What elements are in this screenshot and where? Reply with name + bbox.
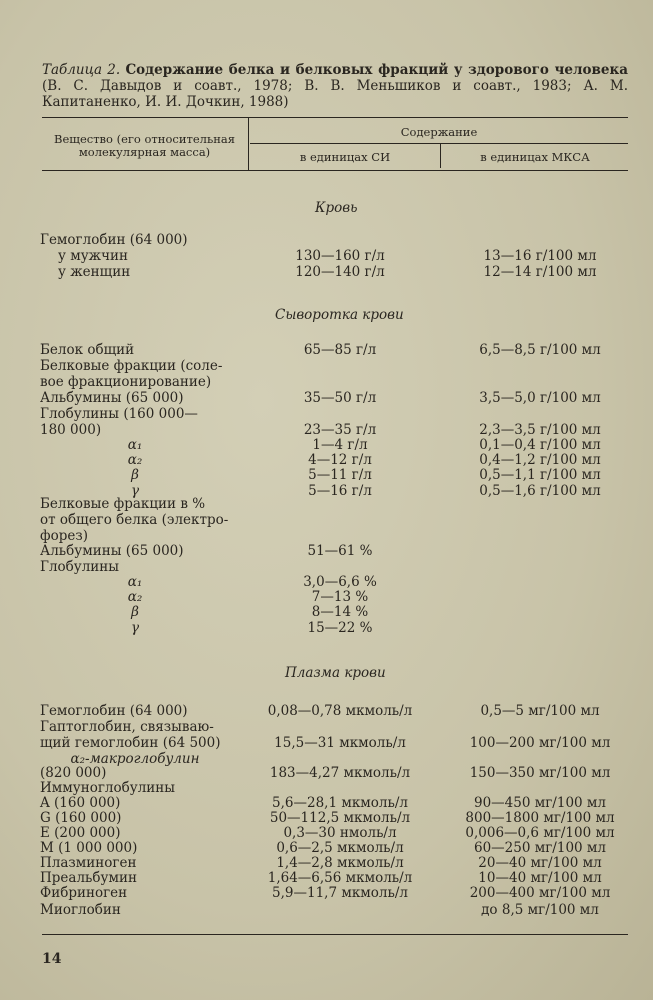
plasma-row-si: 0,6—2,5 мкмоль/л — [276, 840, 404, 856]
serum-row-name: γ — [130, 483, 140, 499]
plasma-row-si: 1,4—2,8 мкмоль/л — [276, 855, 404, 871]
plasma-row-name: Фибриноген — [40, 885, 128, 901]
header-content-group: Содержание — [400, 125, 478, 139]
plasma-row-mksa: 10—40 мг/100 мл — [478, 870, 602, 886]
serum-row-name: α₁ — [127, 574, 143, 590]
serum-row-mksa: 0,4—1,2 г/100 мл — [479, 452, 601, 468]
blood-row-name: Гемоглобин (64 000) — [40, 232, 188, 248]
serum-row-name: β — [131, 604, 139, 620]
header-mid-rule — [250, 143, 628, 144]
header-divider-2 — [440, 144, 441, 168]
plasma-row-mksa: 0,006—0,6 мг/100 мл — [465, 825, 615, 841]
serum-row-si: 23—35 г/л — [303, 422, 377, 438]
page-number: 14 — [42, 951, 62, 967]
serum-row-si: 5—11 г/л — [308, 467, 372, 483]
serum-row-name: форез) — [40, 528, 88, 544]
plasma-row-mksa: 150—350 мг/100 мл — [469, 765, 611, 781]
header-col-si: в единицах СИ — [299, 150, 391, 164]
plasma-row-name: G (160 000) — [40, 810, 122, 826]
serum-row-si: 3,0—6,6 % — [303, 574, 377, 590]
plasma-row-name: Преальбумин — [40, 870, 137, 886]
plasma-row-name: A (160 000) — [40, 795, 121, 811]
serum-row-name: β — [131, 467, 139, 483]
serum-row-name: вое фракционирование) — [40, 374, 212, 390]
plasma-row-mksa: 0,5—5 мг/100 мл — [480, 703, 600, 719]
plasma-row-si: 183—4,27 мкмоль/л — [269, 765, 411, 781]
plasma-row-name: M (1 000 000) — [40, 840, 138, 856]
plasma-row-name: Иммуноглобулины — [40, 780, 176, 796]
plasma-row-mksa: 90—450 мг/100 мл — [474, 795, 606, 811]
serum-row-mksa: 6,5—8,5 г/100 мл — [479, 342, 601, 358]
plasma-row-mksa: до 8,5 мг/100 мл — [481, 902, 599, 918]
plasma-row-si: 0,3—30 нмоль/л — [283, 825, 397, 841]
serum-row-si: 1—4 г/л — [312, 437, 368, 453]
plasma-row-name: Гаптоглобин, связываю- — [40, 719, 214, 735]
serum-row-name: α₂ — [127, 452, 143, 468]
serum-row-mksa: 0,5—1,6 г/100 мл — [479, 483, 601, 499]
serum-row-name: от общего белка (электро- — [40, 512, 229, 528]
serum-row-name: Альбумины (65 000) — [40, 543, 184, 559]
plasma-row-si: 50—112,5 мкмоль/л — [269, 810, 411, 826]
blood-row-name: у женщин — [58, 264, 131, 280]
serum-row-si: 65—85 г/л — [303, 342, 377, 358]
header-col-mksa: в единицах МКСА — [480, 150, 590, 164]
section-title-plasma: Плазма крови — [285, 665, 386, 681]
serum-row-name: Глобулины (160 000— — [40, 406, 198, 422]
blood-row-name: у мужчин — [58, 248, 129, 264]
table-references: (В. С. Давыдов и соавт., 1978; В. В. Меньшиков и соавт., 1983; А. М. Капитаненко, И. И. Дочкин, 1988) — [42, 78, 628, 110]
serum-row-si: 15—22 % — [307, 620, 373, 636]
serum-row-mksa: 0,5—1,1 г/100 мл — [479, 467, 601, 483]
serum-row-si: 7—13 % — [311, 589, 369, 605]
serum-row-name: Белок общий — [40, 342, 135, 358]
plasma-row-name: Плазминоген — [40, 855, 137, 871]
blood-row-mksa: 13—16 г/100 мл — [483, 248, 597, 264]
serum-row-mksa: 0,1—0,4 г/100 мл — [479, 437, 601, 453]
serum-row-name: α₁ — [127, 437, 143, 453]
header-divider-1 — [248, 117, 249, 170]
plasma-row-mksa: 100—200 мг/100 мл — [469, 735, 611, 751]
serum-row-name: Альбумины (65 000) — [40, 390, 184, 406]
plasma-row-name: щий гемоглобин (64 500) — [40, 735, 221, 751]
plasma-row-si: 0,08—0,78 мкмоль/л — [267, 703, 413, 719]
plasma-row-name: (820 000) — [40, 765, 107, 781]
plasma-row-si: 5,6—28,1 мкмоль/л — [272, 795, 408, 811]
serum-row-name: γ — [130, 620, 140, 636]
blood-row-si: 130—160 г/л — [295, 248, 385, 264]
table-title: Содержание белка и белковых фракций у здорового человека — [125, 62, 629, 78]
serum-row-si: 35—50 г/л — [303, 390, 377, 406]
plasma-row-mksa: 20—40 мг/100 мл — [478, 855, 602, 871]
serum-row-name: α₂ — [127, 589, 143, 605]
serum-row-si: 8—14 % — [311, 604, 369, 620]
plasma-row-si: 5,9—11,7 мкмоль/л — [272, 885, 408, 901]
plasma-row-mksa: 60—250 мг/100 мл — [474, 840, 606, 856]
plasma-row-name: Гемоглобин (64 000) — [40, 703, 188, 719]
plasma-row-mksa: 800—1800 мг/100 мл — [465, 810, 615, 826]
serum-row-si: 51—61 % — [307, 543, 373, 559]
header-top-rule — [42, 117, 628, 118]
plasma-row-name: Миоглобин — [40, 902, 121, 918]
plasma-row-si: 1,64—6,56 мкмоль/л — [267, 870, 413, 886]
table-caption — [42, 62, 628, 110]
header-col-substance: Вещество (его относительная молекулярная масса) — [54, 132, 235, 159]
serum-row-si: 4—12 г/л — [308, 452, 372, 468]
blood-row-si: 120—140 г/л — [295, 264, 385, 280]
serum-row-name: Глобулины — [40, 559, 120, 575]
serum-row-name: 180 000) — [40, 422, 102, 438]
table-bottom-rule — [42, 934, 628, 935]
header-bottom-rule — [42, 170, 628, 171]
serum-row-name: Белковые фракции в % — [40, 496, 206, 512]
plasma-row-name: α₂-макроглобулин — [70, 751, 200, 767]
serum-row-mksa: 3,5—5,0 г/100 мл — [479, 390, 601, 406]
serum-row-mksa: 2,3—3,5 г/100 мл — [479, 422, 601, 438]
table-label: Таблица 2. — [42, 62, 121, 78]
serum-row-name: Белковые фракции (соле- — [40, 358, 223, 374]
section-title-serum: Сыворотка крови — [275, 307, 404, 323]
plasma-row-mksa: 200—400 мг/100 мл — [469, 885, 611, 901]
serum-row-si: 5—16 г/л — [308, 483, 372, 499]
blood-row-mksa: 12—14 г/100 мл — [483, 264, 597, 280]
plasma-row-si: 15,5—31 мкмоль/л — [274, 735, 406, 751]
plasma-row-name: E (200 000) — [40, 825, 121, 841]
section-title-blood: Кровь — [315, 200, 358, 216]
